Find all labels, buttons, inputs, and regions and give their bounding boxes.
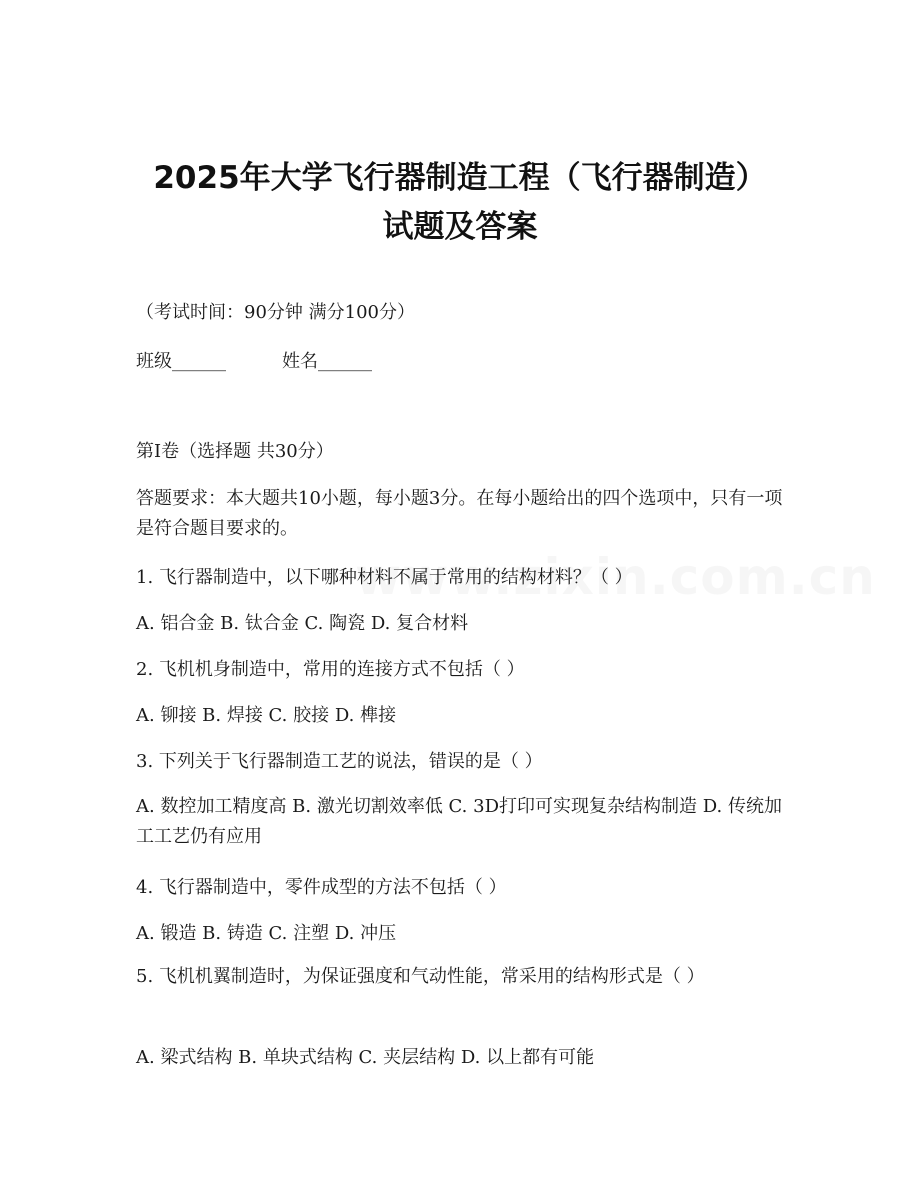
question-2-options: A. 铆接 B. 焊接 C. 胶接 D. 榫接 [136,705,397,726]
document-title-line1: 2025年大学飞行器制造工程（飞行器制造） [153,160,767,196]
student-info-row [136,350,372,374]
question-3-options: A. 数控加工精度高 B. 激光切割效率低 C. 3D打印可实现复杂结构制造 D. 传统加工工艺仍有应用 [136,796,782,847]
section-heading: 第I卷（选择题 共30分） [136,441,334,462]
name-field: 姓名______ [282,351,372,372]
document-title-line2: 试题及答案 [382,209,538,245]
question-3-stem: 3. 下列关于飞行器制造工艺的说法，错误的是（ ） [136,751,543,772]
class-field: 班级______ [136,351,226,372]
question-1-stem: 1. 飞行器制造中，以下哪种材料不属于常用的结构材料？（ ） [136,567,633,588]
question-1-options: A. 铝合金 B. 钛合金 C. 陶瓷 D. 复合材料 [136,613,469,634]
question-2-stem: 2. 飞机机身制造中，常用的连接方式不包括（ ） [136,659,525,680]
exam-info: （考试时间：90分钟 满分100分） [136,302,415,323]
question-5-options: A. 梁式结构 B. 单块式结构 C. 夹层结构 D. 以上都有可能 [136,1047,595,1068]
question-4-stem: 4. 飞行器制造中，零件成型的方法不包括（ ） [136,877,507,898]
question-5-stem: 5. 飞机机翼制造时，为保证强度和气动性能，常采用的结构形式是（ ） [136,966,705,987]
question-4-options: A. 锻造 B. 铸造 C. 注塑 D. 冲压 [136,923,397,944]
instructions: 答题要求：本大题共10小题，每小题3分。在每小题给出的四个选项中，只有一项是符合题目要求的。 [136,488,783,539]
